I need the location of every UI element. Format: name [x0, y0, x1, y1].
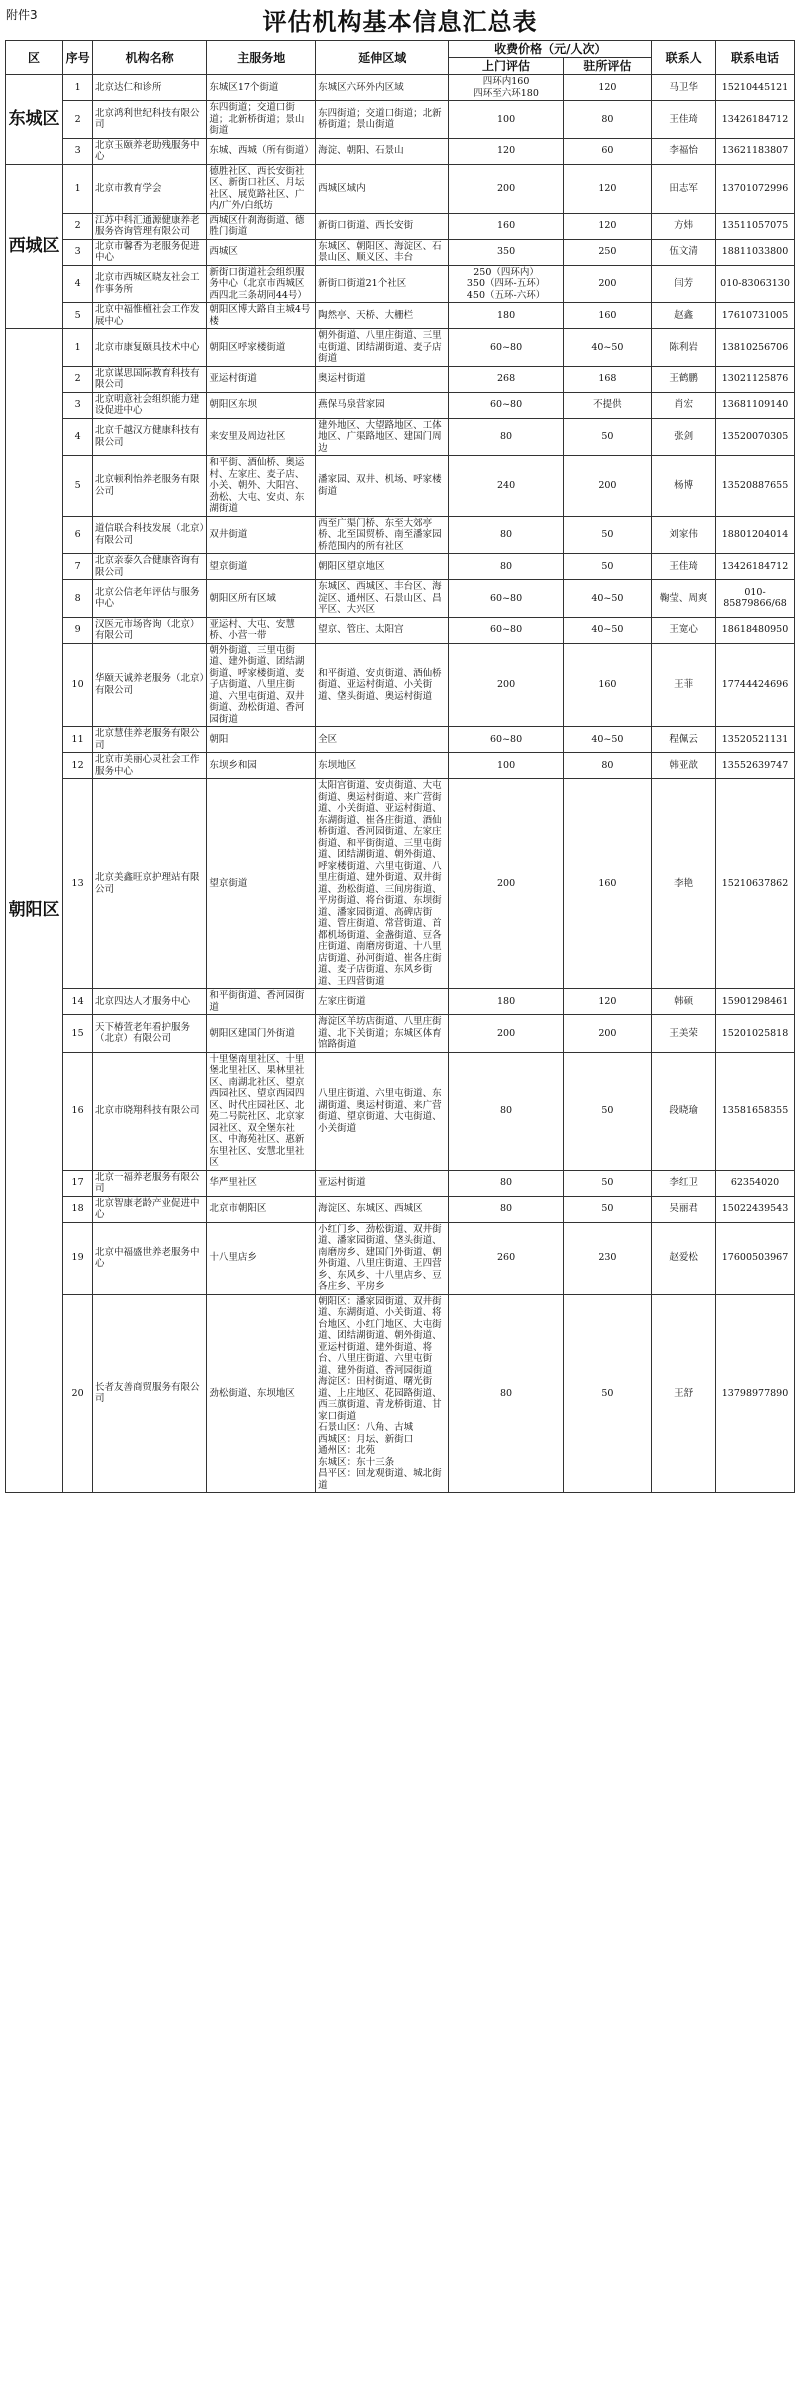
contact-cell: 韩硕: [652, 989, 716, 1015]
phone-cell: 13520887655: [716, 456, 795, 517]
ext-area-cell: 望京、管庄、太阳宫: [316, 617, 449, 643]
fee-door-cell: 180: [449, 303, 563, 329]
table-row: [6, 643, 795, 727]
org-cell: 北京市教育学会: [93, 164, 207, 213]
org-cell: 北京中福惟檀社会工作发展中心: [93, 303, 207, 329]
contact-cell: 段晓瑜: [652, 1052, 716, 1170]
org-cell: 北京达仁和诊所: [93, 75, 207, 101]
fee-station-cell: 50: [563, 554, 651, 580]
ext-area-cell: 八里庄街道、六里屯街道、东湖街道、奥运村街道、来广营街道、望京街道、大屯街道、小关街道: [316, 1052, 449, 1170]
contact-cell: 闫芳: [652, 265, 716, 303]
fee-station-cell: 160: [563, 779, 651, 989]
seq-cell: 4: [63, 418, 93, 456]
phone-cell: 13621183807: [716, 138, 795, 164]
org-cell: 北京四达人才服务中心: [93, 989, 207, 1015]
main-area-cell: 劲松街道、东坝地区: [207, 1294, 316, 1493]
phone-cell: 15210637862: [716, 779, 795, 989]
org-cell: 道信联合科技发展（北京）有限公司: [93, 516, 207, 554]
main-area-cell: 朝阳区博大路自主城4号楼: [207, 303, 316, 329]
main-area-cell: 望京街道: [207, 779, 316, 989]
fee-station-cell: 168: [563, 366, 651, 392]
main-area-cell: 亚运村、大屯、安慧桥、小营一带: [207, 617, 316, 643]
fee-station-cell: 60: [563, 138, 651, 164]
phone-cell: 15901298461: [716, 989, 795, 1015]
header-ext: 延伸区域: [316, 41, 449, 75]
table-row: [6, 779, 795, 989]
contact-cell: 张剑: [652, 418, 716, 456]
fee-station-cell: 40~50: [563, 617, 651, 643]
ext-area-cell: 全区: [316, 727, 449, 753]
org-cell: 北京玉颐养老助残服务中心: [93, 138, 207, 164]
table-row: [6, 1170, 795, 1196]
contact-cell: 杨博: [652, 456, 716, 517]
fee-station-cell: 80: [563, 753, 651, 779]
org-cell: 北京慧佳养老服务有限公司: [93, 727, 207, 753]
ext-area-cell: 小红门乡、劲松街道、双井街道、潘家园街道、垡头街道、南磨房乡、建国门外街道、朝外街道、八里庄街道、王四营乡、东风乡、十八里店乡、豆各庄乡、平房乡: [316, 1222, 449, 1294]
ext-area-cell: 东城区六环外内区域: [316, 75, 449, 101]
org-cell: 江苏中科汇通源健康养老服务咨询管理有限公司: [93, 213, 207, 239]
org-cell: 北京谋思国际教育科技有限公司: [93, 366, 207, 392]
table-row: [6, 329, 795, 367]
table-row: [6, 265, 795, 303]
ext-area-cell: 新街口街道、西长安街: [316, 213, 449, 239]
header-phone: 联系电话: [716, 41, 795, 75]
district-cell: 朝阳区: [6, 329, 63, 1493]
table-row: [6, 580, 795, 618]
org-cell: 北京公信老年评估与服务中心: [93, 580, 207, 618]
phone-cell: 13520521131: [716, 727, 795, 753]
main-area-cell: 朝外街道、三里屯街道、建外街道、团结湖街道、呼家楼街道、麦子店街道、八里庄街道、六里屯街道、双井街道、劲松街道、香河园街道: [207, 643, 316, 727]
seq-cell: 16: [63, 1052, 93, 1170]
seq-cell: 15: [63, 1015, 93, 1053]
fee-door-cell: 60~80: [449, 617, 563, 643]
table-row: [6, 1294, 795, 1493]
seq-cell: 5: [63, 303, 93, 329]
table-row: [6, 456, 795, 517]
ext-area-cell: 朝阳区望京地区: [316, 554, 449, 580]
fee-station-cell: 120: [563, 213, 651, 239]
phone-cell: 13021125876: [716, 366, 795, 392]
header-fee: 收费价格（元/人次）: [449, 41, 652, 58]
org-cell: 北京市晓翔科技有限公司: [93, 1052, 207, 1170]
table-row: [6, 213, 795, 239]
phone-cell: 15022439543: [716, 1196, 795, 1222]
seq-cell: 3: [63, 392, 93, 418]
table-row: [6, 1015, 795, 1053]
main-area-cell: 北京市朝阳区: [207, 1196, 316, 1222]
contact-cell: 王鹤鹏: [652, 366, 716, 392]
org-cell: 北京智康老龄产业促进中心: [93, 1196, 207, 1222]
table-body: [6, 75, 795, 1493]
district-cell: 东城区: [6, 75, 63, 165]
ext-area-cell: 东城区、朝阳区、海淀区、石景山区、顺义区、丰台: [316, 239, 449, 265]
org-cell: 天下椿萱老年看护服务（北京）有限公司: [93, 1015, 207, 1053]
phone-cell: 13520070305: [716, 418, 795, 456]
fee-door-cell: 200: [449, 643, 563, 727]
fee-door-cell: 100: [449, 101, 563, 139]
table-row: [6, 1222, 795, 1294]
org-cell: 北京一福养老服务有限公司: [93, 1170, 207, 1196]
org-cell: 北京千越汉方健康科技有限公司: [93, 418, 207, 456]
phone-cell: 18811033800: [716, 239, 795, 265]
fee-station-cell: 50: [563, 1196, 651, 1222]
header-seq: 序号: [63, 41, 93, 75]
contact-cell: 方炜: [652, 213, 716, 239]
org-cell: 北京市康复颐具技术中心: [93, 329, 207, 367]
contact-cell: 李福怡: [652, 138, 716, 164]
main-area-cell: 朝阳区东坝: [207, 392, 316, 418]
fee-station-cell: 200: [563, 265, 651, 303]
table-row: [6, 1052, 795, 1170]
phone-cell: 13426184712: [716, 554, 795, 580]
main-area-cell: 十里堡南里社区、十里堡北里社区、果林里社区、南湖北社区、望京西园社区、望京西园四区、时代庄园社区、北苑二号院社区、北京家园社区、双全堡东社区、中海苑社区、惠新东里社区、安慧北里社区: [207, 1052, 316, 1170]
org-cell: 华颐天诚养老服务（北京）有限公司: [93, 643, 207, 727]
seq-cell: 13: [63, 779, 93, 989]
fee-station-cell: 40~50: [563, 580, 651, 618]
contact-cell: 陈利岩: [652, 329, 716, 367]
fee-door-cell: 200: [449, 164, 563, 213]
seq-cell: 14: [63, 989, 93, 1015]
page-title: 评估机构基本信息汇总表: [262, 7, 538, 36]
seq-cell: 2: [63, 213, 93, 239]
fee-station-cell: 80: [563, 101, 651, 139]
header-org: 机构名称: [93, 41, 207, 75]
phone-cell: 13798977890: [716, 1294, 795, 1493]
main-area-cell: 和平街、酒仙桥、奥运村、左家庄、麦子店、小关、朝外、大阳宫、劲松、大屯、安贞、东湖街道: [207, 456, 316, 517]
ext-area-cell: 东坝地区: [316, 753, 449, 779]
org-cell: 汉医元市场咨询（北京）有限公司: [93, 617, 207, 643]
attachment-label: 附件3: [6, 8, 38, 22]
agency-table: [5, 40, 795, 1493]
main-area-cell: 十八里店乡: [207, 1222, 316, 1294]
fee-door-cell: 250（四环内） 350（四环-五环） 450（五环-六环）: [449, 265, 563, 303]
fee-station-cell: 200: [563, 456, 651, 517]
fee-station-cell: 50: [563, 418, 651, 456]
fee-station-cell: 不提供: [563, 392, 651, 418]
ext-area-cell: 西城区域内: [316, 164, 449, 213]
table-row: [6, 303, 795, 329]
table-row: [6, 239, 795, 265]
main-area-cell: 朝阳: [207, 727, 316, 753]
contact-cell: 王美荣: [652, 1015, 716, 1053]
seq-cell: 2: [63, 101, 93, 139]
header-fee-door: 上门评估: [449, 58, 563, 75]
table-row: [6, 989, 795, 1015]
main-area-cell: 亚运村街道: [207, 366, 316, 392]
fee-station-cell: 50: [563, 1052, 651, 1170]
main-area-cell: 东城、西城（所有街道）: [207, 138, 316, 164]
fee-door-cell: 80: [449, 554, 563, 580]
ext-area-cell: 海淀区、东城区、西城区: [316, 1196, 449, 1222]
table-row: [6, 101, 795, 139]
fee-door-cell: 200: [449, 1015, 563, 1053]
ext-area-cell: 奥运村街道: [316, 366, 449, 392]
table-row: [6, 753, 795, 779]
fee-door-cell: 240: [449, 456, 563, 517]
seq-cell: 17: [63, 1170, 93, 1196]
contact-cell: 程佩云: [652, 727, 716, 753]
fee-door-cell: 120: [449, 138, 563, 164]
fee-door-cell: 80: [449, 516, 563, 554]
main-area-cell: 朝阳区所有区域: [207, 580, 316, 618]
main-area-cell: 东城区17个街道: [207, 75, 316, 101]
fee-door-cell: 60~80: [449, 329, 563, 367]
seq-cell: 5: [63, 456, 93, 517]
header-contact: 联系人: [652, 41, 716, 75]
fee-door-cell: 260: [449, 1222, 563, 1294]
org-cell: 北京市西城区晓友社会工作事务所: [93, 265, 207, 303]
seq-cell: 1: [63, 329, 93, 367]
fee-station-cell: 120: [563, 75, 651, 101]
ext-area-cell: 西至广渠门桥、东至大郊亭桥、北至国贸桥、南至潘家园桥范围内的所有社区: [316, 516, 449, 554]
table-row: [6, 617, 795, 643]
header-fee-station: 驻所评估: [563, 58, 651, 75]
phone-cell: 17744424696: [716, 643, 795, 727]
main-area-cell: 东四街道；交道口街道；北新桥街道；景山街道: [207, 101, 316, 139]
contact-cell: 王舒: [652, 1294, 716, 1493]
phone-cell: 18618480950: [716, 617, 795, 643]
phone-cell: 13426184712: [716, 101, 795, 139]
contact-cell: 王宽心: [652, 617, 716, 643]
seq-cell: 8: [63, 580, 93, 618]
phone-cell: 13701072996: [716, 164, 795, 213]
contact-cell: 王佳琦: [652, 101, 716, 139]
seq-cell: 12: [63, 753, 93, 779]
header-main: 主服务地: [207, 41, 316, 75]
phone-cell: 62354020: [716, 1170, 795, 1196]
fee-station-cell: 230: [563, 1222, 651, 1294]
fee-door-cell: 80: [449, 1170, 563, 1196]
ext-area-cell: 朝外街道、八里庄街道、三里屯街道、团结湖街道、麦子店街道: [316, 329, 449, 367]
main-area-cell: 西城区什刹海街道、德胜门街道: [207, 213, 316, 239]
table-row: [6, 392, 795, 418]
fee-station-cell: 50: [563, 516, 651, 554]
fee-door-cell: 350: [449, 239, 563, 265]
phone-cell: 13681109140: [716, 392, 795, 418]
fee-station-cell: 250: [563, 239, 651, 265]
phone-cell: 13552639747: [716, 753, 795, 779]
main-area-cell: 来安里及周边社区: [207, 418, 316, 456]
district-cell: 西城区: [6, 164, 63, 329]
org-cell: 北京市美丽心灵社会工作服务中心: [93, 753, 207, 779]
contact-cell: 李艳: [652, 779, 716, 989]
main-area-cell: 华严里社区: [207, 1170, 316, 1196]
fee-door-cell: 80: [449, 418, 563, 456]
phone-cell: 17600503967: [716, 1222, 795, 1294]
contact-cell: 马卫华: [652, 75, 716, 101]
fee-door-cell: 80: [449, 1294, 563, 1493]
seq-cell: 19: [63, 1222, 93, 1294]
contact-cell: 李红卫: [652, 1170, 716, 1196]
org-cell: 北京美鑫旺京护理站有限公司: [93, 779, 207, 989]
seq-cell: 9: [63, 617, 93, 643]
seq-cell: 4: [63, 265, 93, 303]
main-area-cell: 朝阳区呼家楼街道: [207, 329, 316, 367]
ext-area-cell: 朝阳区：潘家园街道、双井街道、东湖街道、小关街道、将台地区、小红门地区、大屯街道、团结湖街道、朝外街道、亚运村街道、建外街道、将台、八里庄街道、六里屯街道、建外街道、香河园街道 海淀区：田村街道、曙光街道、上庄地区、花园路街道、西三旗街道、青龙桥街道、甘家口街道 石景山区：八角、古城 西城区：月坛、新街口 通州区：北苑 东城区：东十三条 昌平区：回龙观街道、城北街道: [316, 1294, 449, 1493]
ext-area-cell: 东城区、西城区、丰台区、海淀区、通州区、石景山区、昌平区、大兴区: [316, 580, 449, 618]
ext-area-cell: 建外地区、大望路地区、工体地区、广渠路地区、建国门周边: [316, 418, 449, 456]
main-area-cell: 东坝乡和园: [207, 753, 316, 779]
phone-cell: 13581658355: [716, 1052, 795, 1170]
ext-area-cell: 燕保马泉营家园: [316, 392, 449, 418]
phone-cell: 17610731005: [716, 303, 795, 329]
main-area-cell: 望京街道: [207, 554, 316, 580]
fee-door-cell: 60~80: [449, 392, 563, 418]
ext-area-cell: 潘家园、双井、机场、呼家楼街道: [316, 456, 449, 517]
table-row: [6, 1196, 795, 1222]
org-cell: 长者友善商贸服务有限公司: [93, 1294, 207, 1493]
contact-cell: 肖宏: [652, 392, 716, 418]
org-cell: 北京中福盛世养老服务中心: [93, 1222, 207, 1294]
phone-cell: 010-85879866/68: [716, 580, 795, 618]
seq-cell: 6: [63, 516, 93, 554]
main-area-cell: 朝阳区建国门外街道: [207, 1015, 316, 1053]
phone-cell: 18801204014: [716, 516, 795, 554]
main-area-cell: 新街口街道社会组织服务中心（北京市西城区西四北三条胡同44号）: [207, 265, 316, 303]
table-header-row: [6, 41, 795, 58]
table-row: [6, 75, 795, 101]
ext-area-cell: 海淀、朝阳、石景山: [316, 138, 449, 164]
contact-cell: 田志军: [652, 164, 716, 213]
seq-cell: 7: [63, 554, 93, 580]
fee-door-cell: 200: [449, 779, 563, 989]
ext-area-cell: 新街口街道21个社区: [316, 265, 449, 303]
table-row: [6, 516, 795, 554]
phone-cell: 13511057075: [716, 213, 795, 239]
fee-station-cell: 40~50: [563, 329, 651, 367]
phone-cell: 13810256706: [716, 329, 795, 367]
fee-door-cell: 160: [449, 213, 563, 239]
fee-station-cell: 50: [563, 1170, 651, 1196]
ext-area-cell: 太阳宫街道、安贞街道、大屯街道、奥运村街道、来广营街道、小关街道、亚运村街道、东湖街道、崔各庄街道、酒仙桥街道、香河园街道、左家庄街道、和平街街道、三里屯街道、团结湖街道、朝外街道、呼家楼街道、六里屯街道、八里庄街道、建外街道、双井街道、劲松街道、三间房街道、平房街道、将台街道、东坝街道、潘家园街道、高碑店街道、管庄街道、常营街道、首都机场街道、金盏街道、豆各庄街道、南磨房街道、十八里店街道、孙河街道、崔各庄街道、麦子店街道、东风乡街道、王四营街道: [316, 779, 449, 989]
ext-area-cell: 海淀区羊坊店街道、八里庄街道、北下关街道；东城区体育馆路街道: [316, 1015, 449, 1053]
contact-cell: 王菲: [652, 643, 716, 727]
ext-area-cell: 陶然亭、天桥、大栅栏: [316, 303, 449, 329]
org-cell: 北京亲泰久合健康咨询有限公司: [93, 554, 207, 580]
table-row: [6, 138, 795, 164]
phone-cell: 15210445121: [716, 75, 795, 101]
table-row: [6, 727, 795, 753]
contact-cell: 王佳琦: [652, 554, 716, 580]
seq-cell: 3: [63, 239, 93, 265]
seq-cell: 1: [63, 164, 93, 213]
fee-station-cell: 160: [563, 643, 651, 727]
contact-cell: 韩亚歆: [652, 753, 716, 779]
table-row: [6, 554, 795, 580]
fee-station-cell: 200: [563, 1015, 651, 1053]
fee-door-cell: 180: [449, 989, 563, 1015]
seq-cell: 2: [63, 366, 93, 392]
org-cell: 北京鸿利世纪科技有限公司: [93, 101, 207, 139]
seq-cell: 10: [63, 643, 93, 727]
contact-cell: 赵鑫: [652, 303, 716, 329]
main-area-cell: 双井街道: [207, 516, 316, 554]
ext-area-cell: 东四街道；交道口街道；北新桥街道；景山街道: [316, 101, 449, 139]
fee-door-cell: 100: [449, 753, 563, 779]
contact-cell: 伍文清: [652, 239, 716, 265]
ext-area-cell: 和平街道、安贞街道、酒仙桥街道、亚运村街道、小关街道、垡头街道、奥运村街道: [316, 643, 449, 727]
contact-cell: 吴丽君: [652, 1196, 716, 1222]
fee-door-cell: 60~80: [449, 580, 563, 618]
seq-cell: 20: [63, 1294, 93, 1493]
table-row: [6, 164, 795, 213]
table-row: [6, 366, 795, 392]
fee-door-cell: 80: [449, 1196, 563, 1222]
fee-station-cell: 50: [563, 1294, 651, 1493]
contact-cell: 赵爱松: [652, 1222, 716, 1294]
fee-door-cell: 60~80: [449, 727, 563, 753]
fee-door-cell: 80: [449, 1052, 563, 1170]
org-cell: 北京市馨香为老服务促进中心: [93, 239, 207, 265]
fee-station-cell: 160: [563, 303, 651, 329]
fee-station-cell: 40~50: [563, 727, 651, 753]
org-cell: 北京明意社会组织能力建设促进中心: [93, 392, 207, 418]
main-area-cell: 西城区: [207, 239, 316, 265]
contact-cell: 鞠莹、周爽: [652, 580, 716, 618]
main-area-cell: 德胜社区、西长安街社区、新街口社区、月坛社区、展览路社区、广内/广外/白纸坊: [207, 164, 316, 213]
seq-cell: 18: [63, 1196, 93, 1222]
table-row: [6, 418, 795, 456]
seq-cell: 11: [63, 727, 93, 753]
page-header: [0, 0, 800, 40]
fee-door-cell: 268: [449, 366, 563, 392]
fee-station-cell: 120: [563, 164, 651, 213]
contact-cell: 刘家伟: [652, 516, 716, 554]
phone-cell: 010-83063130: [716, 265, 795, 303]
main-area-cell: 和平街街道、香河园街道: [207, 989, 316, 1015]
seq-cell: 3: [63, 138, 93, 164]
ext-area-cell: 亚运村街道: [316, 1170, 449, 1196]
header-district: 区: [6, 41, 63, 75]
seq-cell: 1: [63, 75, 93, 101]
org-cell: 北京顿利怡养老服务有限公司: [93, 456, 207, 517]
ext-area-cell: 左家庄街道: [316, 989, 449, 1015]
fee-station-cell: 120: [563, 989, 651, 1015]
fee-door-cell: 四环内160 四环至六环180: [449, 75, 563, 101]
phone-cell: 15201025818: [716, 1015, 795, 1053]
